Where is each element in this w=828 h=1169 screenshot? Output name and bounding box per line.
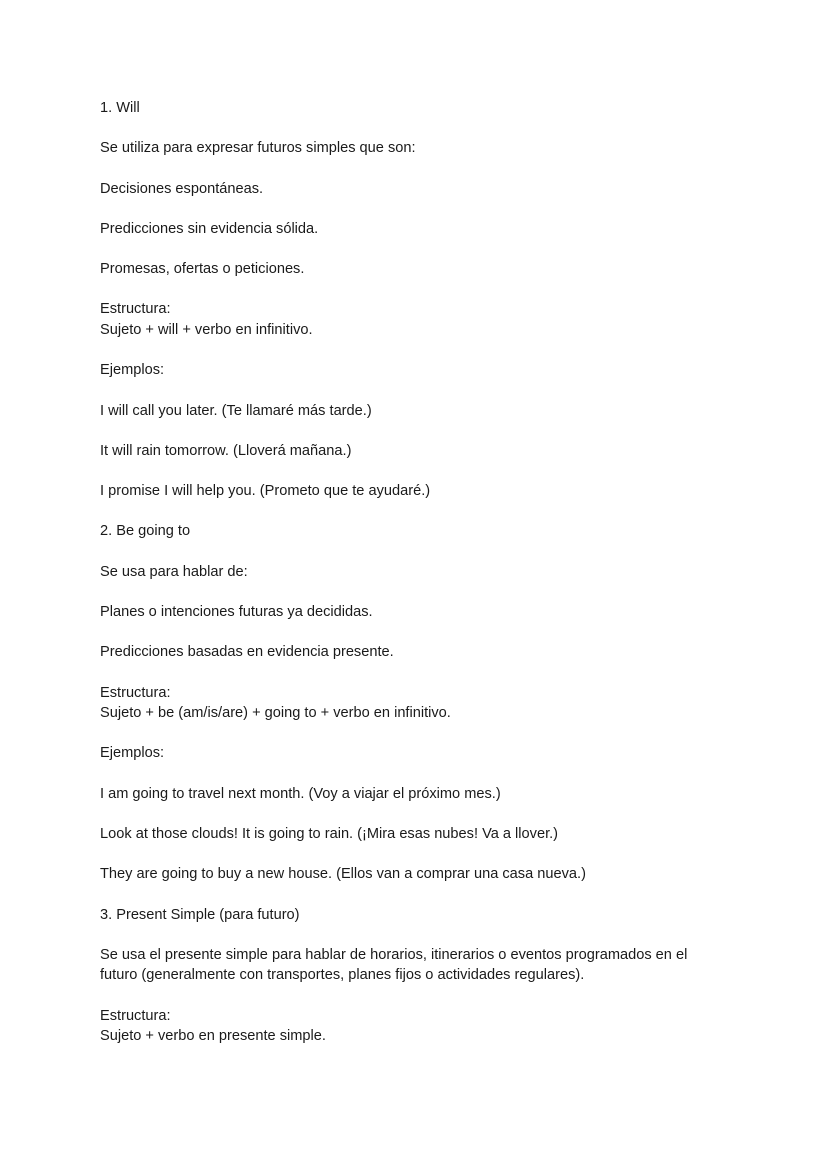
going-to-example-3: They are going to buy a new house. (Ellos van a comprar una casa nueva.) — [100, 866, 586, 883]
going-to-structure-block — [100, 683, 740, 724]
will-structure-label: Estructura: — [100, 301, 171, 318]
going-to-structure-label: Estructura: — [100, 684, 171, 701]
present-simple-intro-line-2: futuro (generalmente con transportes, planes fijos o actividades regulares). — [100, 967, 585, 984]
present-simple-intro — [100, 945, 740, 986]
going-to-examples-label: Ejemplos: — [100, 745, 165, 762]
section-heading-will: 1. Will — [100, 100, 140, 116]
will-example-3: I promise I will help you. (Prometo que te ayudaré.) — [100, 483, 431, 500]
section-heading-going-to: 2. Be going to — [100, 523, 191, 540]
section-heading-present-simple: 3. Present Simple (para futuro) — [100, 906, 300, 923]
going-to-example-1: I am going to travel next month. (Voy a viajar el próximo mes.) — [100, 785, 501, 802]
will-use-1: Decisiones espontáneas. — [100, 180, 264, 197]
document-page — [100, 98, 740, 1047]
will-use-3: Promesas, ofertas o peticiones. — [100, 261, 305, 278]
will-use-2: Predicciones sin evidencia sólida. — [100, 220, 319, 237]
will-structure-formula: Sujeto + will + verbo en infinitivo. — [100, 321, 313, 338]
going-to-use-1: Planes o intenciones futuras ya decididas. — [100, 604, 373, 621]
going-to-use-2: Predicciones basadas en evidencia presente. — [100, 644, 394, 661]
present-simple-structure-label: Estructura: — [100, 1007, 171, 1024]
going-to-structure-formula: Sujeto + be (am/is/are) + going to + verbo en infinitivo. — [100, 705, 451, 722]
present-simple-structure-block — [100, 1006, 740, 1047]
will-intro: Se utiliza para expresar futuros simples que son: — [100, 140, 416, 157]
going-to-example-2: Look at those clouds! It is going to rain. (¡Mira esas nubes! Va a llover.) — [100, 826, 559, 843]
will-example-1: I will call you later. (Te llamaré más tarde.) — [100, 402, 372, 419]
present-simple-structure-formula: Sujeto + verbo en presente simple. — [100, 1028, 326, 1045]
will-examples-label: Ejemplos: — [100, 362, 165, 379]
will-structure-block — [100, 299, 740, 340]
will-example-2: It will rain tomorrow. (Lloverá mañana.) — [100, 442, 352, 459]
present-simple-intro-line-1: Se usa el presente simple para hablar de horarios, itinerarios o eventos programados en el — [100, 946, 688, 963]
going-to-intro: Se usa para hablar de: — [100, 563, 248, 580]
